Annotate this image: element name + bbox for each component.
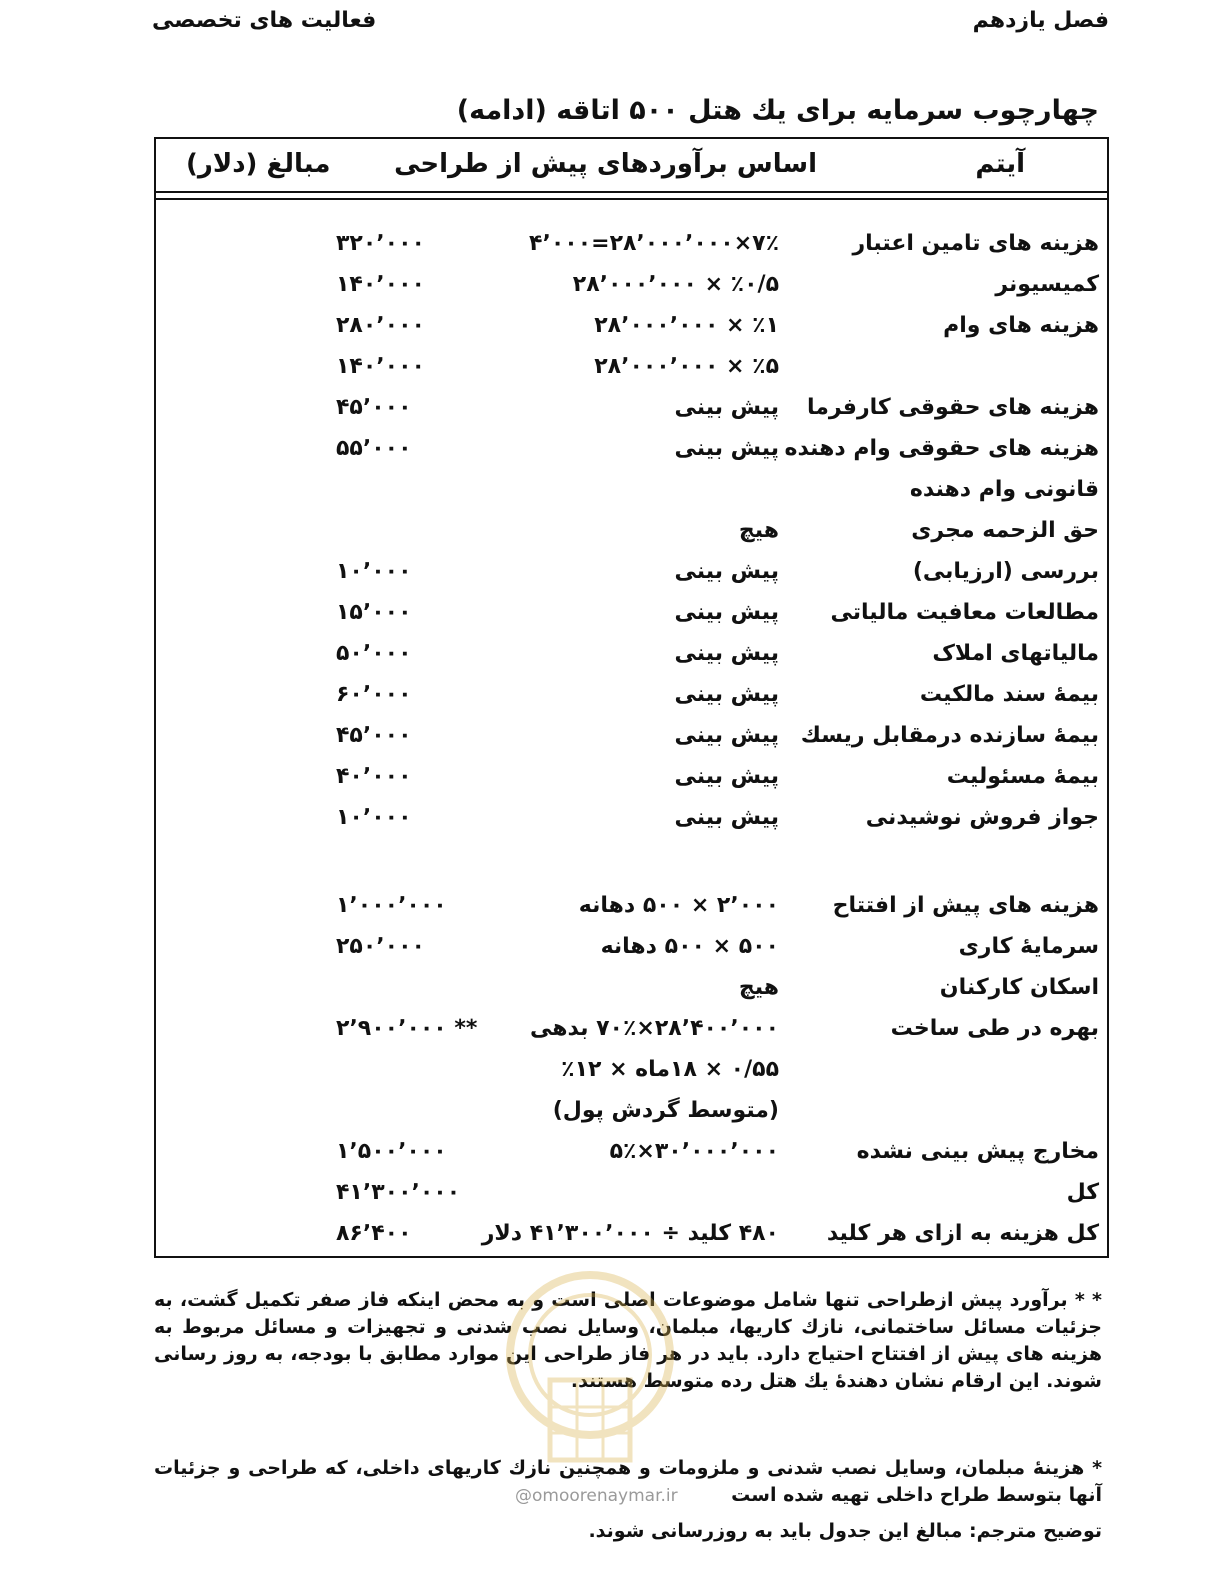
row-item: مخارج پیش بینی نشده <box>856 1139 1099 1164</box>
footnote-1: * * برآورد پیش ازطراحی تنها شامل موضوعات اصلی است و به محض اینکه فاز صفر تکمیل گشت، به جزئیات مسائل ساختمانی، نازك کاریها، مبلمان، وسایل نصب شدنی و تجهیزات و مسائل مربوط به هزینه های پیش از افتتاح احتیاج دارد. باید در هر فاز طراحی این موارد مطابق با بودجه، به روز رسانی شوند. این ارقام نشان دهندهٔ یك هتل رده متوسط هستند. <box>154 1289 1102 1392</box>
row-basis: ۴۸۰ کلید ÷ ۴۱٬۳۰۰٬۰۰۰ دلار <box>481 1221 779 1246</box>
table-row <box>156 354 1107 388</box>
header-rule <box>156 191 1107 193</box>
row-basis: (متوسط گردش پول) <box>552 1098 779 1123</box>
row-basis: پیش بینی <box>674 764 779 789</box>
row-basis: ٪۵ × ۲۸٬۰۰۰٬۰۰۰ <box>594 354 779 379</box>
watermark-text: @omoorenaymar.ir <box>515 1486 678 1506</box>
row-item: حق الزحمه مجری <box>911 518 1099 543</box>
row-basis: پیش بینی <box>674 436 779 461</box>
table-row <box>156 395 1107 429</box>
table-row <box>156 1139 1107 1173</box>
row-amount: ۲۸۰٬۰۰۰ <box>336 313 425 338</box>
table-row <box>156 805 1107 839</box>
table-row <box>156 934 1107 968</box>
column-header-amount: مبالغ (دلار) <box>186 149 331 179</box>
table-row <box>156 975 1107 1009</box>
row-basis: ۲٬۰۰۰ × ۵۰۰ دهانه <box>578 893 779 918</box>
table-row <box>156 723 1107 757</box>
column-header-basis: اساس برآوردهای پیش از طراحی <box>394 149 817 179</box>
watermark-seal <box>490 1260 690 1480</box>
row-basis: هیچ <box>738 518 779 543</box>
capital-table <box>154 137 1109 1258</box>
row-amount: ۳۲۰٬۰۰۰ <box>336 231 425 256</box>
row-basis: ٪۱ × ۲۸٬۰۰۰٬۰۰۰ <box>594 313 779 338</box>
row-amount: ۴۱٬۳۰۰٬۰۰۰ <box>336 1180 461 1205</box>
row-amount: ۵۰٬۰۰۰ <box>336 641 412 666</box>
row-amount: ۶۰٬۰۰۰ <box>336 682 412 707</box>
table-row <box>156 559 1107 593</box>
row-item: کل هزینه به ازای هر کلید <box>826 1221 1099 1246</box>
table-row <box>156 272 1107 306</box>
row-amount: ۱۰٬۰۰۰ <box>336 559 412 584</box>
header-rule-double <box>156 198 1107 200</box>
row-basis: پیش بینی <box>674 395 779 420</box>
row-item: هزینه های حقوقی کارفرما <box>806 395 1099 420</box>
row-amount: ۱۵٬۰۰۰ <box>336 600 412 625</box>
row-amount: ۸۶٬۴۰۰ <box>336 1221 412 1246</box>
row-basis: پیش بینی <box>674 682 779 707</box>
row-amount: ۴۰٬۰۰۰ <box>336 764 412 789</box>
row-basis: پیش بینی <box>674 559 779 584</box>
table-row <box>156 682 1107 716</box>
row-basis: ٪۰/۵ × ۲۸٬۰۰۰٬۰۰۰ <box>572 272 779 297</box>
row-item: هزینه های حقوقی وام دهنده <box>784 436 1099 461</box>
table-row <box>156 1016 1107 1050</box>
row-item: مطالعات معافیت مالیاتی <box>830 600 1099 625</box>
row-item: هزینه های تامین اعتبار <box>852 231 1099 256</box>
chapter-header: فصل یازدهم <box>972 8 1109 33</box>
footnote-2: * هزینهٔ مبلمان، وسایل نصب شدنی و ملزومات و همچنین نازك کاریهای داخلی، که طراحی و جزئیات آنها بتوسط طراح داخلی تهیه شده است <box>154 1457 1102 1506</box>
row-amount: ۲۵۰٬۰۰۰ <box>336 934 425 959</box>
row-basis: ۵۰۰ × ۵۰۰ دهانه <box>600 934 779 959</box>
row-basis: پیش بینی <box>674 723 779 748</box>
row-item: کل <box>1066 1180 1099 1205</box>
table-row <box>156 313 1107 347</box>
table-row <box>156 600 1107 634</box>
translator-note: توضیح مترجم: مبالغ این جدول باید به روزرسانی شوند. <box>588 1520 1102 1542</box>
section-header: فعالیت های تخصصی <box>152 8 377 33</box>
row-item: بیمهٔ سازنده درمقابل ریسك <box>800 723 1099 748</box>
row-basis: پیش بینی <box>674 805 779 830</box>
table-row <box>156 641 1107 675</box>
table-row <box>156 1221 1107 1255</box>
row-basis: ۰/۵۵ × ۱۸ماه × ۱۲٪ <box>561 1057 779 1082</box>
column-header-item: آیتم <box>975 149 1025 179</box>
row-basis: ۲۸٬۴۰۰٬۰۰۰×۷۰٪ بدهی <box>529 1016 779 1041</box>
row-amount: ۱٬۵۰۰٬۰۰۰ <box>336 1139 447 1164</box>
row-item: بیمهٔ سند مالکیت <box>919 682 1099 707</box>
table-title: چهارچوب سرمایه برای یك هتل ۵۰۰ اتاقه (ادامه) <box>456 95 1099 126</box>
row-basis: هیچ <box>738 975 779 1000</box>
row-item: هزینه های وام <box>943 313 1099 338</box>
row-amount: ۴۵٬۰۰۰ <box>336 723 412 748</box>
table-row <box>156 893 1107 927</box>
table-row <box>156 1098 1107 1132</box>
row-basis: پیش بینی <box>674 600 779 625</box>
row-item: بیمهٔ مسئولیت <box>946 764 1099 789</box>
row-basis: پیش بینی <box>674 641 779 666</box>
row-amount: ۱۴۰٬۰۰۰ <box>336 354 425 379</box>
row-item: کمیسیونر <box>995 272 1099 297</box>
row-amount: ۵۵٬۰۰۰ <box>336 436 412 461</box>
table-row <box>156 436 1107 470</box>
row-item: سرمایهٔ کاری <box>958 934 1099 959</box>
row-item: جواز فروش نوشیدنی <box>865 805 1099 830</box>
row-item: قانونی وام دهنده <box>909 477 1099 502</box>
row-item: بهره در طی ساخت <box>890 1016 1099 1041</box>
row-amount: ۱۰٬۰۰۰ <box>336 805 412 830</box>
table-row <box>156 1057 1107 1091</box>
row-basis: ۷٪×۲۸٬۰۰۰٬۰۰۰=۴٬۰۰۰ <box>529 231 779 256</box>
row-item: اسکان کارکنان <box>939 975 1099 1000</box>
row-amount: ۴۵٬۰۰۰ <box>336 395 412 420</box>
row-item: هزینه های پیش از افتتاح <box>832 893 1099 918</box>
table-row <box>156 764 1107 798</box>
row-amount: ۱٬۰۰۰٬۰۰۰ <box>336 893 447 918</box>
table-row <box>156 477 1107 511</box>
row-amount: ۱۴۰٬۰۰۰ <box>336 272 425 297</box>
row-item: مالیاتهای املاک <box>932 641 1099 666</box>
table-row <box>156 231 1107 265</box>
row-item: بررسی (ارزیابی) <box>912 559 1099 584</box>
table-row <box>156 1180 1107 1214</box>
table-row <box>156 518 1107 552</box>
row-basis: ۳۰٬۰۰۰٬۰۰۰×۵٪ <box>609 1139 779 1164</box>
row-amount: ۲٬۹۰۰٬۰۰۰ ** <box>336 1016 478 1041</box>
